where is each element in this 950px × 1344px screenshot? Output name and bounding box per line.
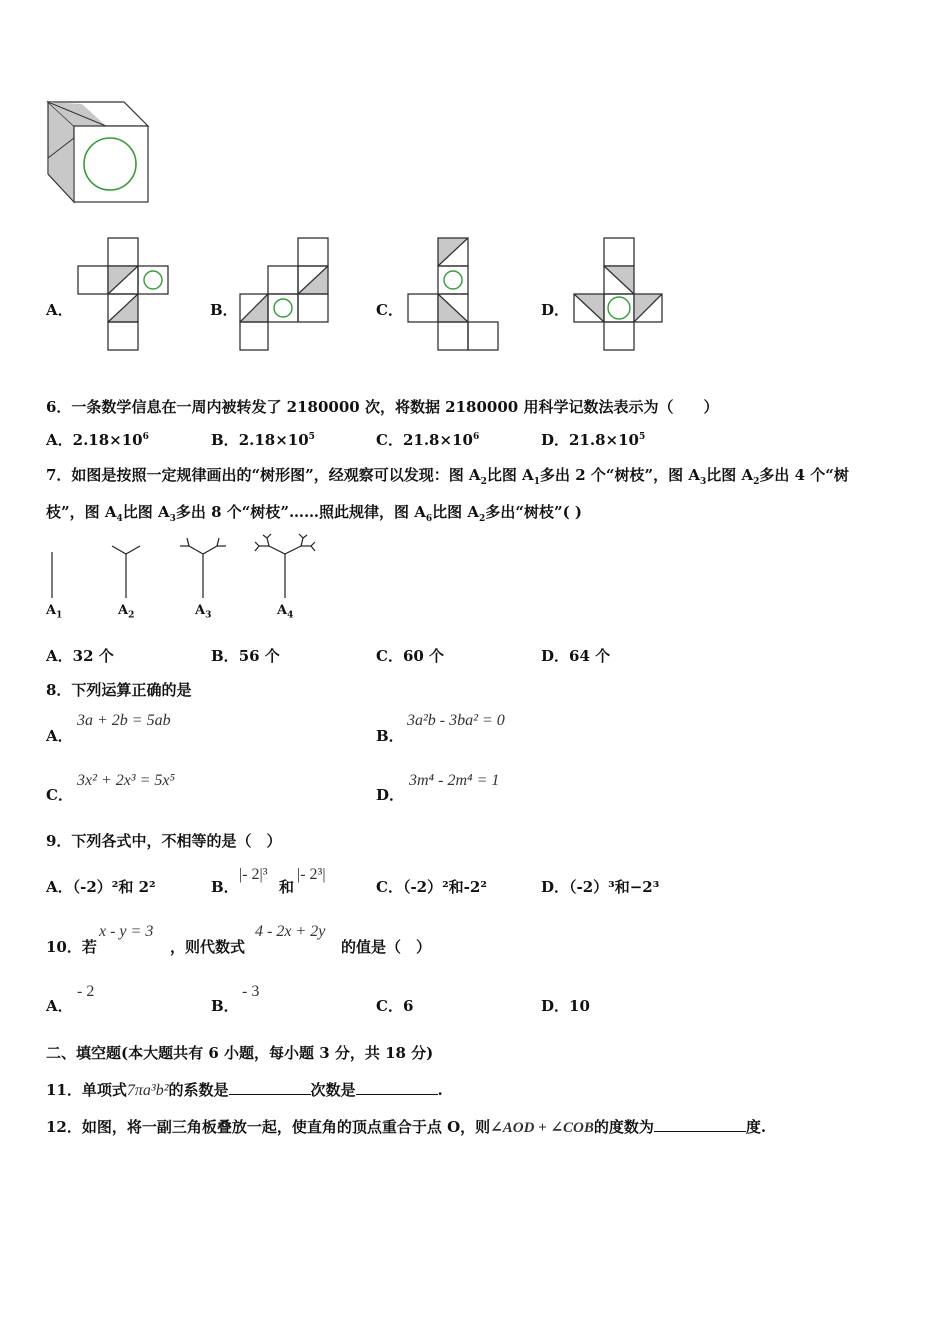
q8-option-a-expr: 3a + 2b = 5ab	[77, 712, 171, 729]
q6-option-c[interactable]: C．$21.8\times 10^6$	[376, 431, 480, 449]
q11-blank-coefficient[interactable]	[229, 1080, 311, 1095]
net-option-d	[568, 232, 672, 356]
q10-option-b-value: - 3	[242, 983, 260, 1000]
q8-option-c-label[interactable]: C．	[46, 786, 73, 804]
q11-monomial: 7πa³b²	[126, 1082, 169, 1099]
q12-angles: ∠AOD + ∠COB	[490, 1120, 594, 1136]
q8-option-c-expr: 3x² + 2x³ = 5x⁵	[77, 772, 176, 789]
q9-option-d[interactable]: D．（-2）³和−2³	[541, 878, 660, 896]
q6-stem: 6．一条数学信息在一周内被转发了 2180000 次，将数据 2180000 用科学记数法表示为（ ）	[46, 398, 719, 416]
q8-option-d-expr: 3m⁴ - 2m⁴ = 1	[409, 772, 500, 789]
q6-option-b[interactable]: B．$2.18\times 10^5$	[211, 431, 315, 449]
q7-option-c[interactable]: C．60 个	[376, 647, 445, 665]
section2-heading: 二、填空题(本大题共有 6 小题，每小题 3 分，共 18 分)	[46, 1044, 434, 1062]
q11-line: 11．单项式7πa³b²的系数是 次数是 .	[46, 1081, 443, 1099]
q7-option-a[interactable]: A．32 个	[46, 647, 114, 665]
q9-option-a[interactable]: A．（-2）²和 2²	[46, 878, 156, 896]
q6-option-d[interactable]: D．$21.8\times 10^5$	[541, 431, 646, 449]
q9-option-c[interactable]: C．（-2）²和-2²	[376, 878, 487, 896]
q10-option-a-value: - 2	[77, 983, 95, 1000]
q9-option-b-left: |- 2|³	[239, 866, 268, 883]
q10-stem-a: 10．若	[46, 938, 97, 956]
cube-figure	[44, 98, 154, 206]
q10-stem-b: ，则代数式	[170, 938, 246, 956]
q5-option-c-label[interactable]: C．	[376, 301, 403, 319]
q7-stem-line2: 枝”，图 $A_4$比图 $A_3$多出 8 个“树枝”……照此规律，图 $A_6$比图 $A_2$多出“树枝”( )	[46, 503, 582, 524]
tree-figures	[40, 532, 340, 622]
q10-stem-c: 的值是（ ）	[341, 938, 432, 956]
q10-option-c[interactable]: C．6	[376, 997, 414, 1015]
q8-option-a-label[interactable]: A．	[46, 727, 73, 745]
net-option-c	[402, 232, 506, 356]
q10-option-d[interactable]: D．10	[541, 997, 590, 1015]
q8-option-b-expr: 3a²b - 3ba² = 0	[407, 712, 505, 729]
q10-option-b-label[interactable]: B．	[211, 997, 239, 1015]
q8-option-b-label[interactable]: B．	[376, 727, 404, 745]
q8-option-d-label[interactable]: D．	[376, 786, 405, 804]
q6-option-a[interactable]: A．$2.18\times 10^6$	[46, 431, 149, 449]
tree-label-a3: $A_3$	[195, 603, 212, 621]
q10-condition: x - y = 3	[99, 923, 154, 940]
q7-option-d[interactable]: D．64 个	[541, 647, 611, 665]
q9-option-b-right: |- 2³|	[297, 866, 326, 883]
q12-line: 12．如图，将一副三角板叠放一起，使直角的顶点重合于点 O，则∠AOD + ∠COB的度数为 度.	[46, 1118, 767, 1136]
q9-option-b-label[interactable]: B．	[211, 878, 239, 896]
q9-option-b-mid: 和	[279, 878, 295, 896]
tree-label-a2: $A_2$	[118, 603, 135, 621]
q11-blank-degree[interactable]	[356, 1080, 438, 1095]
net-option-a	[70, 232, 174, 356]
net-option-b	[236, 232, 340, 356]
q5-option-d-label[interactable]: D．	[541, 301, 570, 319]
q7-option-b[interactable]: B．56 个	[211, 647, 280, 665]
q10-option-a-label[interactable]: A．	[46, 997, 73, 1015]
tree-label-a4: $A_4$	[277, 603, 294, 621]
q9-stem: 9．下列各式中，不相等的是（ ）	[46, 832, 282, 850]
q10-expression: 4 - 2x + 2y	[255, 923, 326, 940]
tree-label-a1: $A_1$	[46, 603, 63, 621]
q12-blank[interactable]	[654, 1117, 746, 1132]
q5-option-b-label[interactable]: B．	[210, 301, 238, 319]
q7-stem-line1: 7．如图是按照一定规律画出的“树形图”，经观察可以发现：图 $A_2$比图 $A_1$多出 2 个“树枝”，图 $A_3$比图 $A_2$多出 4 个“树	[46, 466, 849, 487]
q5-option-a-label[interactable]: A．	[46, 301, 73, 319]
q8-stem: 8．下列运算正确的是	[46, 681, 192, 699]
